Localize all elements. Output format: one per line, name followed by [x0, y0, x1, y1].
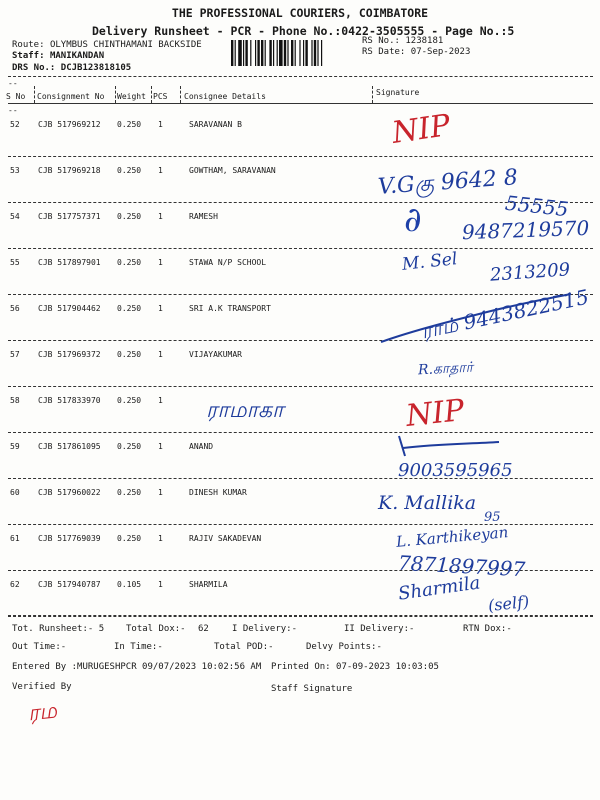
cell-sno: 57 [10, 350, 20, 359]
cell-consignee: STAWA N/P SCHOOL [189, 258, 267, 267]
cell-consignee: RAJIV SAKADEVAN [189, 534, 262, 543]
cell-consignment: CJB 517833970 [38, 396, 101, 405]
handwritten-phone: 7871897997 [397, 550, 526, 582]
cell-consignment: CJB 517897901 [38, 258, 101, 267]
total-dox-value: 62 [198, 624, 209, 634]
runsheet-subtitle: Delivery Runsheet - PCR - Phone No.:0422-3505555 - Page No.:5 [92, 24, 515, 38]
rs-date-value: 07-Sep-2023 [410, 47, 471, 57]
staff-signature: Staff Signature [271, 684, 353, 694]
row-divider [8, 432, 593, 433]
staff-line [12, 51, 104, 61]
handwritten-signature: M. Sel [401, 249, 459, 275]
cell-sno: 58 [10, 396, 20, 405]
cell-consignment: CJB 517940787 [38, 580, 101, 589]
cell-pcs: 1 [158, 212, 163, 221]
col-header-consignment: Consignment No [37, 92, 105, 101]
staff-value: MANIKANDAN [49, 51, 105, 61]
rs-no-label: RS No.: [362, 36, 400, 46]
handwritten-signature: (self) [487, 591, 531, 616]
handwritten-signature: V.Gகு 9642 8 [377, 165, 519, 200]
handwritten-signature: L. Karthikeyan [395, 523, 509, 551]
cell-pcs: 1 [158, 350, 163, 359]
handwritten-verification: ரம [26, 698, 59, 727]
cell-weight: 0.250 [117, 258, 142, 267]
col-header-pcs: PCS [153, 92, 168, 101]
cell-sno: 56 [10, 304, 20, 313]
cell-pcs: 1 [158, 120, 163, 129]
col-header-consignee: Consignee Details [184, 92, 266, 101]
cell-sno: 62 [10, 580, 20, 589]
cell-pcs: 1 [158, 304, 163, 313]
header-top-rule [8, 76, 593, 77]
cell-weight: 0.250 [117, 488, 142, 497]
staff-label: Staff: [12, 51, 45, 61]
cell-consignment: CJB 517960022 [38, 488, 101, 497]
handwritten-signature: K. Mallika [378, 492, 477, 514]
barcode-image [231, 40, 357, 66]
total-dox-label: Total Dox:- [126, 624, 186, 634]
col-header-weight: Weight [117, 92, 146, 101]
rs-no-line [362, 36, 443, 46]
tot-runsheet: Tot. Runsheet:- 5 [12, 624, 105, 634]
cell-weight: 0.250 [117, 304, 142, 313]
cell-pcs: 1 [158, 396, 163, 405]
cell-consignment: CJB 517904462 [38, 304, 101, 313]
cell-consignment: CJB 517769039 [38, 534, 101, 543]
handwritten-phone: 2313209 [489, 259, 571, 286]
body-dash-mark: -- [8, 106, 18, 115]
col-header-sno: S No [6, 92, 26, 101]
row-divider [8, 386, 593, 387]
handwritten-signature: 95 [484, 510, 501, 525]
cell-weight: 0.250 [117, 442, 142, 451]
handwritten-consignee: ராமாகா [206, 398, 284, 423]
drs-label: DRS No.: [12, 63, 56, 73]
col-divider [180, 86, 181, 103]
header-bottom-rule [8, 103, 593, 104]
cell-pcs: 1 [158, 580, 163, 589]
cell-consignee: SARAVANAN B [189, 120, 242, 129]
handwritten-phone: 9003595965 [398, 460, 513, 481]
cell-sno: 53 [10, 166, 20, 175]
col-divider [372, 86, 373, 103]
cell-weight: 0.250 [117, 120, 142, 129]
cell-weight: 0.250 [117, 396, 142, 405]
handwritten-phone: 9487219570 [461, 215, 590, 245]
col-header-signature: Signature [376, 88, 420, 97]
cell-sno: 59 [10, 442, 20, 451]
cell-pcs: 1 [158, 488, 163, 497]
cell-pcs: 1 [158, 166, 163, 175]
i-delivery: I Delivery:- [232, 624, 298, 634]
footer-top-rule [8, 615, 593, 616]
cell-consignee: ANAND [189, 442, 214, 451]
handwritten-signature: Sharmila [396, 572, 482, 605]
cell-consignee: DINESH KUMAR [189, 488, 247, 497]
cell-sno: 55 [10, 258, 20, 267]
total-pod: Total POD:- [214, 642, 274, 652]
cell-consignee: RAMESH [189, 212, 218, 221]
cell-consignee: SHARMILA [189, 580, 228, 589]
col-divider [151, 86, 152, 103]
ii-delivery: II Delivery:- [344, 624, 415, 634]
handwritten-signature: ராம் 9443822515 [419, 284, 591, 344]
rs-date-label: RS Date: [362, 47, 406, 57]
handwritten-nip: NIP [389, 108, 453, 151]
col-divider [34, 86, 35, 103]
rs-date-line [362, 47, 470, 57]
cell-sno: 60 [10, 488, 20, 497]
handwritten-nip: NIP [404, 393, 466, 434]
cell-weight: 0.250 [117, 166, 142, 175]
handwritten-signature: R.காதார் [417, 359, 474, 379]
cell-sno: 52 [10, 120, 20, 129]
route-value: OLYMBUS CHINTHAMANI BACKSIDE [49, 40, 202, 50]
cell-pcs: 1 [158, 258, 163, 267]
cell-consignee: VIJAYAKUMAR [189, 350, 242, 359]
cell-consignment: CJB 517969218 [38, 166, 101, 175]
route-label: Route: [12, 40, 45, 50]
out-time: Out Time:- [12, 642, 67, 652]
drs-line [12, 63, 131, 73]
company-title: THE PROFESSIONAL COURIERS, COIMBATORE [171, 6, 429, 20]
cell-weight: 0.105 [117, 580, 142, 589]
cell-consignment: CJB 517969372 [38, 350, 101, 359]
drs-value: DCJB123818105 [60, 63, 132, 73]
printed-on: Printed On: 07-09-2023 10:03:05 [271, 662, 439, 672]
rs-no-value: 1238181 [405, 36, 444, 46]
handwritten-signature: 55555 [503, 190, 570, 222]
signature-stroke [395, 430, 505, 460]
cell-weight: 0.250 [117, 534, 142, 543]
signature-stroke [375, 290, 575, 350]
cell-consignment: CJB 517757371 [38, 212, 101, 221]
cell-sno: 54 [10, 212, 20, 221]
cell-pcs: 1 [158, 534, 163, 543]
row-divider [8, 616, 593, 617]
handwritten-signature: ∂ [404, 200, 422, 240]
cell-consignment: CJB 517969212 [38, 120, 101, 129]
cell-sno: 61 [10, 534, 20, 543]
rtn-dox: RTN Dox:- [463, 624, 512, 634]
cell-consignee: GOWTHAM, SARAVANAN [189, 166, 276, 175]
header-dash-mark: -- [8, 79, 18, 88]
cell-consignment: CJB 517861095 [38, 442, 101, 451]
route-line [12, 40, 202, 50]
delvy-points: Delvy Points:- [306, 642, 382, 652]
entered-by: Entered By :MURUGESHPCR 09/07/2023 10:02:56 AM [12, 662, 262, 672]
row-divider [8, 248, 593, 249]
col-divider [115, 86, 116, 103]
cell-weight: 0.250 [117, 212, 142, 221]
cell-consignee: SRI A.K TRANSPORT [189, 304, 271, 313]
cell-weight: 0.250 [117, 350, 142, 359]
in-time: In Time:- [114, 642, 163, 652]
row-divider [8, 156, 593, 157]
cell-pcs: 1 [158, 442, 163, 451]
verified-by: Verified By [12, 682, 72, 692]
